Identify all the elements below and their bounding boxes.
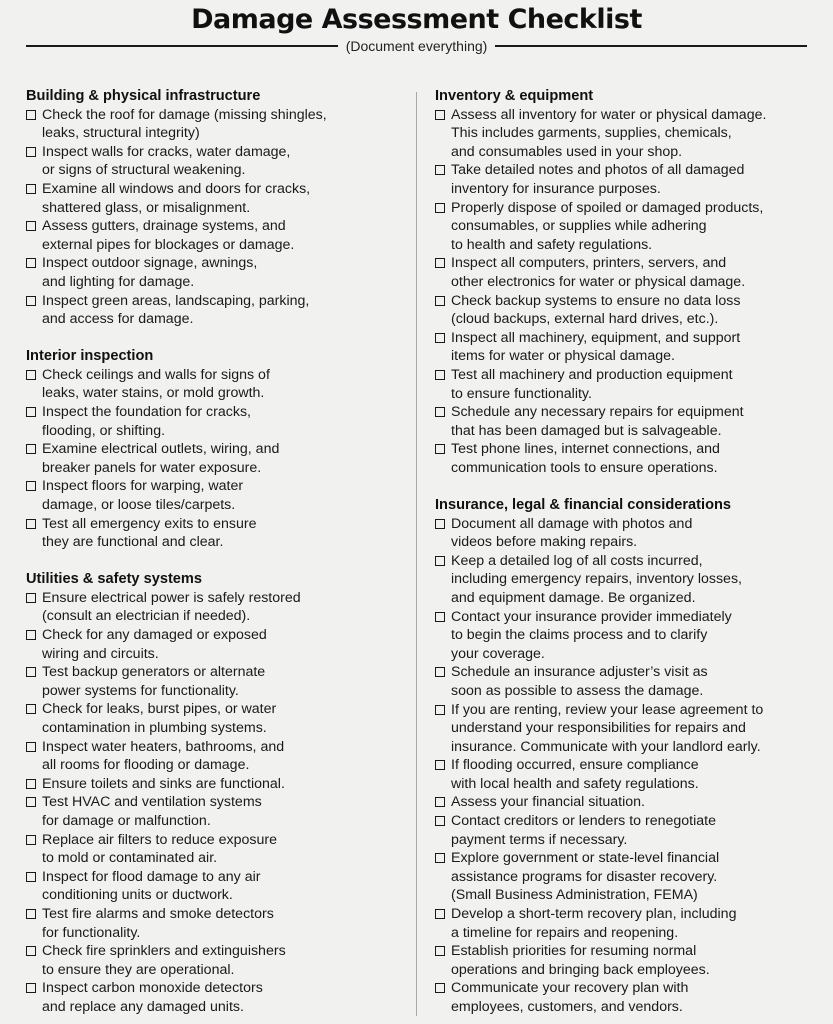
checklist-item-line: contamination in plumbing systems.	[42, 720, 267, 736]
checklist-item-text	[451, 199, 763, 255]
checklist-item[interactable]	[435, 329, 820, 366]
checklist-item-text	[42, 366, 270, 403]
right-column	[435, 87, 820, 1017]
checkbox-icon[interactable]	[435, 370, 445, 380]
checklist-item[interactable]	[435, 403, 820, 440]
checkbox-icon[interactable]	[26, 797, 36, 807]
checklist-item[interactable]	[26, 663, 408, 700]
checklist-item[interactable]	[435, 979, 820, 1016]
checklist-item-text	[42, 515, 257, 552]
section-insurance-legal-and-financial-considerations	[435, 496, 820, 1017]
checkbox-icon[interactable]	[435, 444, 445, 454]
checklist-item-line: they are functional and clear.	[42, 534, 224, 551]
checklist-item-line: Check the roof for damage (missing shingles,	[42, 106, 327, 123]
checkbox-icon[interactable]	[26, 407, 36, 417]
checklist-item[interactable]	[435, 292, 820, 329]
checklist-item-line: to ensure functionality.	[451, 385, 592, 402]
checklist-item-line: Assess your financial situation.	[451, 794, 645, 811]
checklist-item-line: to mold or contaminated air.	[42, 850, 218, 867]
checklist-item-line: understand your responsibilities for repairs and	[451, 720, 746, 737]
checkbox-icon[interactable]	[26, 667, 36, 677]
checklist-item-line: Check for leaks, burst pipes, or water	[42, 701, 277, 718]
checklist-item-text	[42, 403, 251, 440]
checkbox-icon[interactable]	[26, 258, 36, 268]
checklist-item-line: shattered glass, or misalignment.	[42, 199, 251, 216]
checklist-item-line: for damage or malfunction.	[42, 812, 211, 829]
checkbox-icon[interactable]	[26, 630, 36, 640]
section-heading: Inventory & equipment	[435, 88, 594, 104]
checklist-item[interactable]	[26, 106, 408, 143]
checklist-item-line: that has been damaged but is salvageable.	[451, 422, 722, 439]
checklist-item-text	[42, 440, 279, 477]
checklist-item-line: Test all machinery and production equipment	[451, 366, 733, 383]
checklist-item-line: Replace air filters to reduce exposure	[42, 831, 278, 848]
checklist-item[interactable]	[26, 700, 408, 737]
checklist-item-line: Develop a short-term recovery plan, including	[451, 906, 737, 923]
checklist-item-line: other electronics for water or physical damage.	[451, 273, 746, 290]
checklist-item-text	[42, 254, 257, 291]
checklist-item-text	[451, 905, 736, 942]
checklist-item-line: soon as possible to assess the damage.	[451, 682, 704, 699]
checklist-item[interactable]	[26, 775, 408, 794]
checklist-item-line: your coverage.	[451, 645, 545, 662]
checklist-item-line: Inspect the foundation for cracks,	[42, 404, 251, 420]
checklist-item-text	[42, 942, 286, 979]
checkbox-icon[interactable]	[435, 165, 445, 175]
checklist-item[interactable]	[435, 366, 820, 403]
checkbox-icon[interactable]	[435, 519, 445, 529]
checklist-item-text	[42, 477, 243, 514]
checkbox-icon[interactable]	[26, 742, 36, 752]
checkbox-icon[interactable]	[26, 444, 36, 454]
section-heading: Building & physical infrastructure	[26, 88, 261, 104]
checklist-item-text	[451, 403, 744, 440]
checklist-item-text	[451, 701, 763, 757]
checklist-item-line: Document all damage with photos and	[451, 515, 693, 532]
checkbox-icon[interactable]	[435, 203, 445, 213]
checklist-item-line: insurance. Communicate with your landlord early.	[451, 738, 761, 755]
checkbox-icon[interactable]	[26, 221, 36, 231]
checklist-item[interactable]	[26, 366, 408, 403]
checklist-item-line: and lighting for damage.	[42, 273, 195, 290]
checklist-item[interactable]	[435, 608, 820, 664]
checklist-item-text	[451, 756, 699, 793]
checklist-item-line: damage, or loose tiles/carpets.	[42, 496, 236, 513]
checkbox-icon[interactable]	[435, 407, 445, 417]
checklist-item-line: Inspect carbon monoxide detectors	[42, 980, 263, 997]
checklist-item-line: and consumables used in your shop.	[451, 143, 683, 160]
checklist-item-line: Check ceilings and walls for signs of	[42, 366, 270, 383]
checklist-item-line: Ensure electrical power is safely restored	[42, 589, 301, 606]
checklist-item-line: Take detailed notes and photos of all damaged	[451, 162, 745, 179]
checklist-item[interactable]	[26, 254, 408, 291]
checklist-item[interactable]	[435, 942, 820, 979]
checklist-item-line: communication tools to ensure operations.	[451, 459, 718, 476]
checklist-item-text	[451, 552, 742, 608]
checklist-item-line: Communicate your recovery plan with	[451, 980, 689, 997]
checkbox-icon[interactable]	[435, 983, 445, 993]
checklist-item-line: Inspect all machinery, equipment, and support	[451, 329, 741, 346]
checkbox-icon[interactable]	[26, 983, 36, 993]
checklist-item-text	[451, 515, 692, 552]
checklist-item-text	[451, 440, 720, 477]
checklist-item-text	[42, 626, 267, 663]
checklist-item-line: Test backup generators or alternate	[42, 664, 266, 681]
checkbox-icon[interactable]	[435, 612, 445, 622]
checklist-item-line: and access for damage.	[42, 311, 194, 328]
section-heading: Interior inspection	[26, 348, 154, 365]
checklist-item-line: to health and safety regulations.	[451, 236, 653, 253]
checklist-item-text	[42, 831, 277, 868]
checklist-item[interactable]	[435, 254, 820, 291]
checklist-item[interactable]	[435, 812, 820, 849]
checklist-item-line: (cloud backups, external hard drives, etc.).	[451, 311, 719, 328]
left-rule	[26, 45, 338, 47]
checklist-item-line: Inspect floors for warping, water	[42, 478, 244, 495]
checklist-item-line: for functionality.	[42, 924, 141, 941]
checklist-item-line: Check fire sprinklers and extinguishers	[42, 943, 286, 960]
checklist-item-line: Test HVAC and ventilation systems	[42, 794, 262, 811]
checklist-item-text	[451, 366, 733, 403]
checklist-item-text	[451, 812, 716, 849]
checklist-item[interactable]	[26, 217, 408, 254]
checklist-item-line: Properly dispose of spoiled or damaged products,	[451, 199, 764, 216]
checkbox-icon[interactable]	[435, 705, 445, 715]
checklist-item-text	[42, 589, 301, 626]
checklist-item-line: breaker panels for water exposure.	[42, 459, 262, 476]
checklist-item-line: Inspect outdoor signage, awnings,	[42, 255, 258, 272]
checklist-item-text	[42, 143, 290, 180]
checklist-item-text	[42, 905, 274, 942]
checklist-item-text	[42, 775, 285, 794]
checklist-item-text	[451, 793, 645, 812]
checklist-item[interactable]	[435, 663, 820, 700]
checklist-item[interactable]	[26, 589, 408, 626]
checklist-item-line: This includes garments, supplies, chemicals,	[451, 125, 732, 142]
checkbox-icon[interactable]	[26, 835, 36, 845]
checkbox-icon[interactable]	[26, 946, 36, 956]
checklist-item[interactable]	[26, 440, 408, 477]
checkbox-icon[interactable]	[435, 667, 445, 677]
checklist-item[interactable]	[435, 440, 820, 477]
checklist-item-line: Inspect green areas, landscaping, parking,	[42, 292, 310, 309]
checkbox-icon[interactable]	[435, 760, 445, 770]
checklist-item-line: leaks, structural integrity)	[42, 125, 200, 142]
checklist-item[interactable]	[26, 868, 408, 905]
checklist-item-line: items for water or physical damage.	[451, 348, 675, 365]
checklist-item-line: Inspect all computers, printers, servers, and	[451, 255, 727, 272]
checklist-item-line: assistance programs for disaster recovery.	[451, 868, 718, 885]
checklist-item-line: Inspect water heaters, bathrooms, and	[42, 738, 285, 755]
checklist-item-line: Inspect for flood damage to any air	[42, 868, 261, 885]
checkbox-icon[interactable]	[26, 779, 36, 789]
checklist-item-line: a timeline for repairs and reopening.	[451, 924, 679, 941]
checklist-item-line: If you are renting, review your lease agreement to	[451, 701, 764, 718]
checklist-item-text	[451, 849, 719, 905]
checklist-item-line: Assess all inventory for water or physical damage.	[451, 106, 767, 123]
subtitle-row	[26, 36, 807, 56]
checkbox-icon[interactable]	[435, 797, 445, 807]
checklist-item[interactable]	[26, 143, 408, 180]
checklist-item-line: Test all emergency exits to ensure	[42, 515, 257, 532]
checkbox-icon[interactable]	[435, 258, 445, 268]
checklist-item-line: to ensure they are operational.	[42, 961, 235, 978]
checklist-item[interactable]	[26, 403, 408, 440]
checklist-item[interactable]	[435, 701, 820, 757]
checkbox-icon[interactable]	[435, 853, 445, 863]
checklist-item-text	[451, 979, 688, 1016]
checklist-item-line: Check for any damaged or exposed	[42, 627, 267, 644]
checklist-item-line: leaks, water stains, or mold growth.	[42, 385, 265, 402]
checklist-item-line: Check backup systems to ensure no data loss	[451, 292, 741, 309]
checklist-item-text	[42, 979, 263, 1016]
checklist-item[interactable]	[435, 756, 820, 793]
checklist-item-line: wiring and circuits.	[42, 645, 159, 662]
checklist-item-text	[451, 608, 732, 664]
section-building-and-physical-infrastructure	[26, 87, 408, 329]
checkbox-icon[interactable]	[435, 296, 445, 306]
checkbox-icon[interactable]	[26, 370, 36, 380]
checklist-item[interactable]	[435, 161, 820, 198]
checklist-item[interactable]	[26, 905, 408, 942]
checkbox-icon[interactable]	[435, 110, 445, 120]
checklist-item-line: Explore government or state-level financial	[451, 850, 720, 867]
checklist-item[interactable]	[26, 738, 408, 775]
checkbox-icon[interactable]	[26, 184, 36, 194]
checklist-item-line: employees, customers, and vendors.	[451, 999, 683, 1015]
checklist-item[interactable]	[26, 515, 408, 552]
checklist-item-text	[451, 161, 744, 198]
section-utilities-and-safety-systems	[26, 570, 408, 1016]
checklist-item-text	[451, 663, 708, 700]
checklist-item-text	[42, 180, 310, 217]
checklist-item-line: conditioning units or ductwork.	[42, 887, 233, 904]
checklist-item-line: Establish priorities for resuming normal	[451, 943, 697, 960]
checklist-item-line: Test phone lines, internet connections, and	[451, 441, 720, 458]
checklist-item-text	[451, 292, 740, 329]
checklist-item-text	[42, 868, 260, 905]
checklist-item[interactable]	[435, 905, 820, 942]
checklist-item-line: inventory for insurance purposes.	[451, 180, 661, 197]
checklist-item-line: Examine all windows and doors for cracks,	[42, 180, 311, 197]
subtitle: (Document everything)	[345, 38, 488, 54]
checklist-item-line: or signs of structural weakening.	[42, 162, 246, 179]
checklist-item-text	[42, 793, 262, 830]
checklist-item-text	[451, 254, 745, 291]
checklist-item-text	[451, 942, 710, 979]
checklist-item-line: with local health and safety regulations.	[451, 775, 699, 792]
checkbox-icon[interactable]	[435, 333, 445, 343]
section-heading: Insurance, legal & financial considerations	[435, 496, 732, 513]
checklist-item-text	[42, 106, 327, 143]
section-heading: Utilities & safety systems	[26, 571, 203, 588]
page-title: Damage Assessment Checklist	[191, 4, 642, 35]
checkbox-icon[interactable]	[26, 519, 36, 529]
checklist-item-line: power systems for functionality.	[42, 682, 239, 699]
checklist-item-line: Schedule any necessary repairs for equipment	[451, 404, 744, 421]
checklist-item-line: Inspect walls for cracks, water damage,	[42, 143, 291, 160]
checkbox-icon[interactable]	[26, 481, 36, 491]
checklist-item[interactable]	[435, 199, 820, 255]
section-inventory-and-equipment	[435, 87, 820, 477]
checklist-item[interactable]	[26, 477, 408, 514]
checklist-item[interactable]	[26, 979, 408, 1016]
checkbox-icon[interactable]	[26, 872, 36, 882]
checkbox-icon[interactable]	[435, 909, 445, 919]
checklist-item-text	[451, 329, 740, 366]
checklist-item-line: operations and bringing back employees.	[451, 961, 710, 978]
checkbox-icon[interactable]	[26, 296, 36, 306]
checklist-item-line: including emergency repairs, inventory losses,	[451, 571, 742, 588]
checkbox-icon[interactable]	[435, 946, 445, 956]
checklist-item-line: If flooding occurred, ensure compliance	[451, 757, 699, 774]
checklist-item-text	[42, 700, 276, 737]
checklist-item-line: to begin the claims process and to clarify	[451, 627, 708, 644]
checkbox-icon[interactable]	[435, 556, 445, 566]
checklist-item-line: Contact your insurance provider immediately	[451, 608, 732, 625]
checklist-item-line: Schedule an insurance adjuster’s visit as	[451, 664, 708, 681]
checkbox-icon[interactable]	[26, 909, 36, 919]
checklist-item[interactable]	[435, 515, 820, 552]
checklist-item-text	[42, 663, 265, 700]
checklist-item-text	[451, 106, 766, 162]
checklist-item[interactable]	[435, 552, 820, 608]
checklist-item-text	[42, 738, 284, 775]
left-column	[26, 87, 408, 1017]
checkbox-icon[interactable]	[26, 704, 36, 714]
checklist-item[interactable]	[26, 793, 408, 830]
column-divider	[416, 92, 417, 1016]
checklist-item[interactable]	[435, 106, 820, 162]
checklist-item[interactable]	[26, 626, 408, 663]
checkbox-icon[interactable]	[26, 110, 36, 120]
checklist-item-line: flooding, or shifting.	[42, 422, 166, 439]
checklist-item[interactable]	[26, 831, 408, 868]
checklist-item[interactable]	[435, 849, 820, 905]
checklist-item-line: (Small Business Administration, FEMA)	[451, 887, 698, 904]
checklist-item[interactable]	[26, 292, 408, 329]
checklist-item-line: Contact creditors or lenders to renegotiate	[451, 813, 716, 830]
section-interior-inspection	[26, 347, 408, 552]
checkbox-icon[interactable]	[26, 593, 36, 603]
checklist-item-line: Examine electrical outlets, wiring, and	[42, 441, 280, 458]
checkbox-icon[interactable]	[26, 147, 36, 157]
checklist-item-line: all rooms for flooding or damage.	[42, 757, 250, 774]
checklist-item-line: Ensure toilets and sinks are functional.	[42, 775, 285, 792]
checklist-item-line: Keep a detailed log of all costs incurred,	[451, 552, 703, 569]
checklist-item-line: and replace any damaged units.	[42, 998, 244, 1015]
checklist-item-line: payment terms if necessary.	[451, 831, 628, 848]
checklist-item[interactable]	[26, 180, 408, 217]
checklist-item-line: (consult an electrician if needed).	[42, 608, 251, 625]
checklist-item-text	[42, 217, 294, 254]
checklist-item-line: Test fire alarms and smoke detectors	[42, 905, 274, 922]
checklist-item-line: videos before making repairs.	[451, 534, 638, 551]
right-rule	[495, 45, 807, 47]
checklist-item[interactable]	[435, 793, 820, 812]
checkbox-icon[interactable]	[435, 816, 445, 826]
checklist-item-line: and equipment damage. Be organized.	[451, 589, 696, 606]
checklist-item-text	[42, 292, 309, 329]
checklist-item-line: external pipes for blockages or damage.	[42, 236, 295, 253]
checklist-item[interactable]	[26, 942, 408, 979]
checklist-item-line: Assess gutters, drainage systems, and	[42, 218, 286, 235]
checklist-item-line: consumables, or supplies while adhering	[451, 218, 707, 235]
